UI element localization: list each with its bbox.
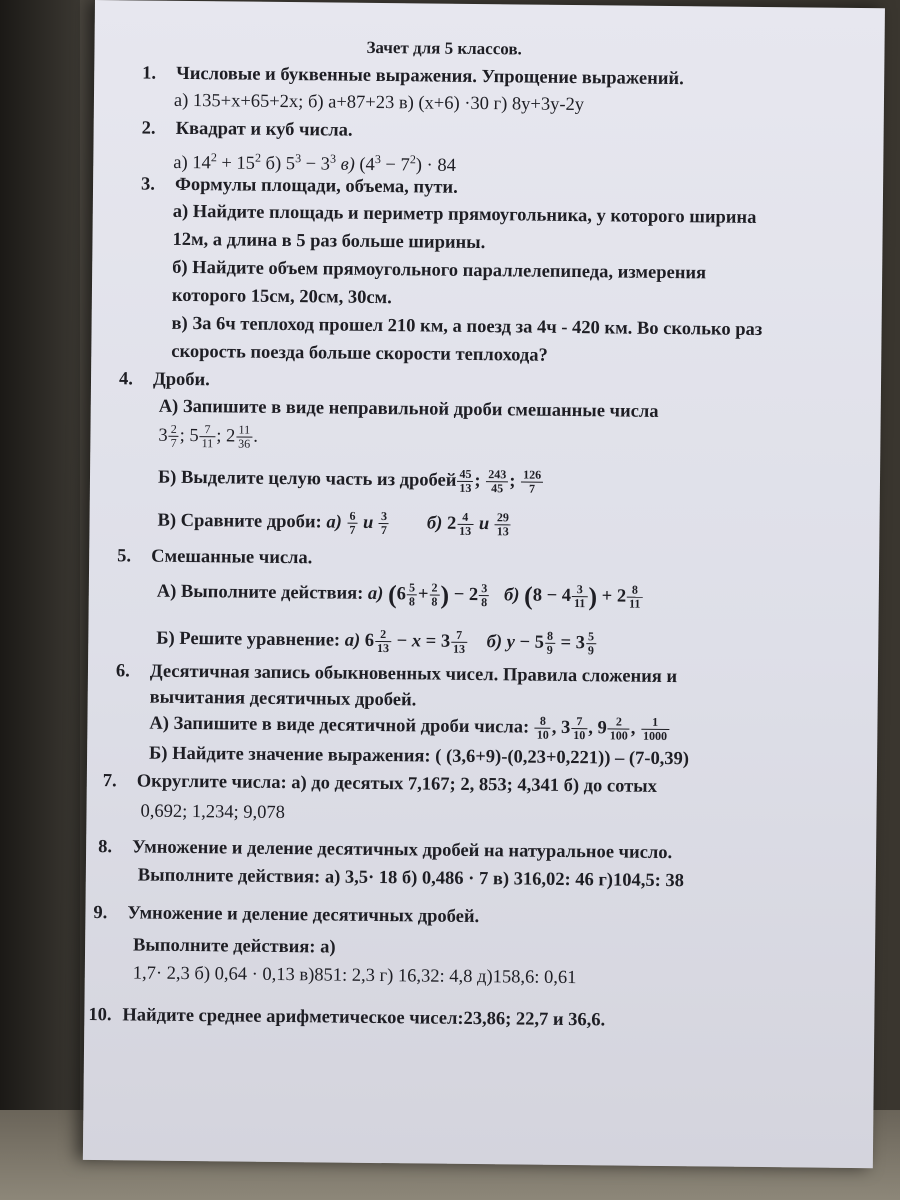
question-1-heading: 1. Числовые и буквенные выражения. Упрощение выражений. (142, 63, 684, 90)
question-9-heading: 9. Умножение и деление десятичных дробей. (93, 903, 480, 928)
question-9-actions-label: Выполните действия: а) (132, 935, 336, 958)
question-7-line-2: 0,692; 1,234; 9,078 (140, 801, 286, 824)
question-1-items: а) 135+х+65+2х; б) а+87+23 в) (х+6) ·30 г) 8у+3у-2у (173, 90, 585, 116)
question-9-actions: 1,7· 2,3 б) 0,64 · 0,13 в)851: 2,3 г) 16,32: 4,8 д)158,6: 0,61 (132, 963, 577, 989)
question-3a-line-2: 12м, а длина в 5 раз больше ширины. (172, 229, 486, 254)
question-4-heading: 4. Дроби. (118, 369, 210, 391)
question-5b: Б) Решите уравнение: а) 6 $\frac{2}{13}$ − x = 3 $\frac{7}{13}$ б) y − 5 $\frac{8}{9}$ = 3 $\frac{5}{9}$ (156, 627, 595, 658)
question-5a: А) Выполните действия: а) (6 $\frac{5}{8}$ + $\frac{2}{8}$ ) − 2 $\frac{3}{8}$ б) (8 − 4 $\frac{3}{11}$ ) + 2 $\frac{8}{11}$ (157, 573, 644, 617)
question-7-line-1: 7. Округлите числа: а) до десятых 7,167; 2, 853; 4,341 б) до сотых (102, 771, 658, 797)
question-3-heading: 3. Формулы площади, объема, пути. (140, 174, 458, 198)
question-3b-line-1: б) Найдите объем прямоугольного параллелепипеда, измерения (172, 257, 707, 284)
worksheet-page (83, 0, 885, 1168)
question-8-heading: 8. Умножение и деление десятичных дробей на натуральное число. (98, 837, 673, 864)
question-3a-line-1: а) Найдите площадь и периметр прямоугольника, у которого ширина (172, 201, 757, 228)
question-4b: Б) Выделите целую часть из дробей $\frac{45}{13}$ ; $\frac{243}{45}$ ; $\frac{126}{7}$ (157, 467, 542, 496)
question-4a-mixed-numbers: 3 $\frac{2}{7}$ ; 5 $\frac{7}{11}$ ; 2 $\frac{11}{36}$ . (158, 422, 259, 451)
question-10: 10. Найдите среднее арифметическое чисел:23,86; 22,7 и 36,6. (88, 1004, 606, 1031)
question-6-heading-line-2: вычитания десятичных дробей. (149, 687, 417, 711)
page-title: Зачет для 5 классов. (366, 37, 522, 59)
question-6-heading-line-1: 6. Десятичная запись обыкновенных чисел. Правила сложения и (115, 661, 678, 688)
question-4c: В) Сравните дроби: а) $\frac{6}{7}$ и $\frac{3}{7}$ б) 2 $\frac{4}{13}$ и $\frac{29}{13}$ (157, 508, 509, 539)
question-3c-line-2: скорость поезда больше скорости теплохода? (171, 341, 548, 366)
question-5-heading: 5. Смешанные числа. (117, 546, 313, 569)
question-2-items: а) $14^2 + 15^2$ б) $5^3 - 3^3$ в) $(4^3 - 7^2) \cdot 84$ (173, 150, 456, 176)
question-8-actions: Выполните действия: а) 3,5· 18 б) 0,486 · 7 в) 316,02: 46 г)104,5: 38 (137, 865, 685, 892)
table-shadow (0, 0, 80, 1200)
question-6b: Б) Найдите значение выражения: ( (3,6+9)-(0,23+0,221)) – (7-0,39) (149, 743, 690, 770)
question-3c-line-1: в) За 6ч теплоход прошел 210 км, а поезд за 4ч - 420 км. Во сколько раз (171, 313, 763, 341)
question-4a: А) Запишите в виде неправильной дроби смешанные числа (158, 396, 659, 422)
question-3b-line-2: которого 15см, 20см, 30см. (171, 285, 392, 309)
question-2-heading: 2. Квадрат и куб числа. (141, 118, 353, 141)
question-6a: А) Запишите в виде десятичной дроби числа: $\frac{8}{10}$ , 3 $\frac{7}{10}$ , 9 $\frac{2}{100}$ , $\frac{1}{1000}$ (149, 707, 670, 746)
